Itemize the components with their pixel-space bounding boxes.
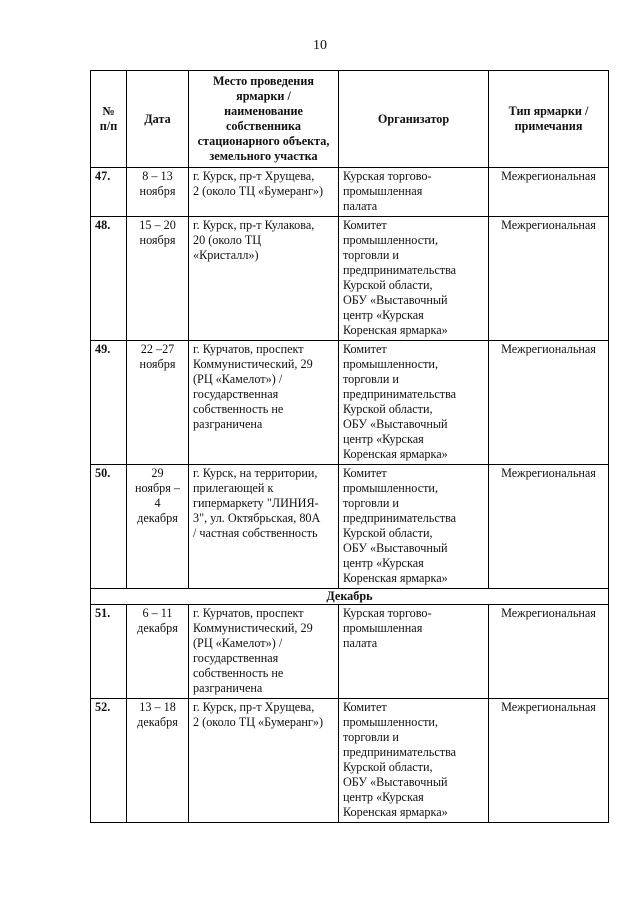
row-num: 52. [91, 699, 127, 823]
row-organizer: Курская торгово- промышленная палата [339, 168, 489, 217]
table-row [91, 168, 609, 217]
table-row [91, 341, 609, 465]
row-num: 47. [91, 168, 127, 217]
row-place: г. Курск, пр-т Кулакова, 20 (около ТЦ «Кристалл») [189, 217, 339, 341]
row-type: Межрегиональная [489, 465, 609, 589]
header-organizer: Организатор [339, 71, 489, 168]
row-type: Межрегиональная [489, 217, 609, 341]
table-row [91, 605, 609, 699]
row-organizer: Комитет промышленности, торговли и предпринимательства Курской области, ОБУ «Выставочный центр «Курская Коренская ярмарка» [339, 699, 489, 823]
row-date: 22 –27 ноября [127, 341, 189, 465]
row-date: 13 – 18 декабря [127, 699, 189, 823]
row-num: 51. [91, 605, 127, 699]
row-organizer: Комитет промышленности, торговли и предпринимательства Курской области, ОБУ «Выставочный центр «Курская Коренская ярмарка» [339, 341, 489, 465]
row-place: г. Курчатов, проспект Коммунистический, 29 (РЦ «Камелот») / государственная собственность не разграничена [189, 605, 339, 699]
page-number: 10 [313, 38, 327, 53]
row-organizer: Комитет промышленности, торговли и предпринимательства Курской области, ОБУ «Выставочный центр «Курская Коренская ярмарка» [339, 465, 489, 589]
header-place: Место проведения ярмарки / наименование собственника стационарного объекта, земельного участка [189, 71, 339, 168]
row-date: 8 – 13 ноября [127, 168, 189, 217]
row-type: Межрегиональная [489, 341, 609, 465]
row-place: г. Курск, пр-т Хрущева, 2 (около ТЦ «Бумеранг») [189, 168, 339, 217]
table-row [91, 217, 609, 341]
header-date: Дата [127, 71, 189, 168]
table-row [91, 699, 609, 823]
row-type: Межрегиональная [489, 699, 609, 823]
month-divider-row [91, 589, 609, 605]
table-row [91, 465, 609, 589]
row-type: Межрегиональная [489, 605, 609, 699]
fair-schedule-table [90, 70, 609, 823]
row-organizer: Комитет промышленности, торговли и предпринимательства Курской области, ОБУ «Выставочный центр «Курская Коренская ярмарка» [339, 217, 489, 341]
row-place: г. Курчатов, проспект Коммунистический, 29 (РЦ «Камелот») / государственная собственность не разграничена [189, 341, 339, 465]
row-date: 6 – 11 декабря [127, 605, 189, 699]
header-type: Тип ярмарки / примечания [489, 71, 609, 168]
row-num: 49. [91, 341, 127, 465]
row-type: Межрегиональная [489, 168, 609, 217]
header-num: № п/п [91, 71, 127, 168]
month-label: Декабрь [91, 589, 609, 605]
row-place: г. Курск, на территории, прилегающей к гипермаркету "ЛИНИЯ- 3", ул. Октябрьская, 80А / частная собственность [189, 465, 339, 589]
row-place: г. Курск, пр-т Хрущева, 2 (около ТЦ «Бумеранг») [189, 699, 339, 823]
row-num: 50. [91, 465, 127, 589]
table-header-row [91, 71, 609, 168]
row-organizer: Курская торгово- промышленная палата [339, 605, 489, 699]
row-num: 48. [91, 217, 127, 341]
row-date: 29 ноября – 4 декабря [127, 465, 189, 589]
row-date: 15 – 20 ноября [127, 217, 189, 341]
